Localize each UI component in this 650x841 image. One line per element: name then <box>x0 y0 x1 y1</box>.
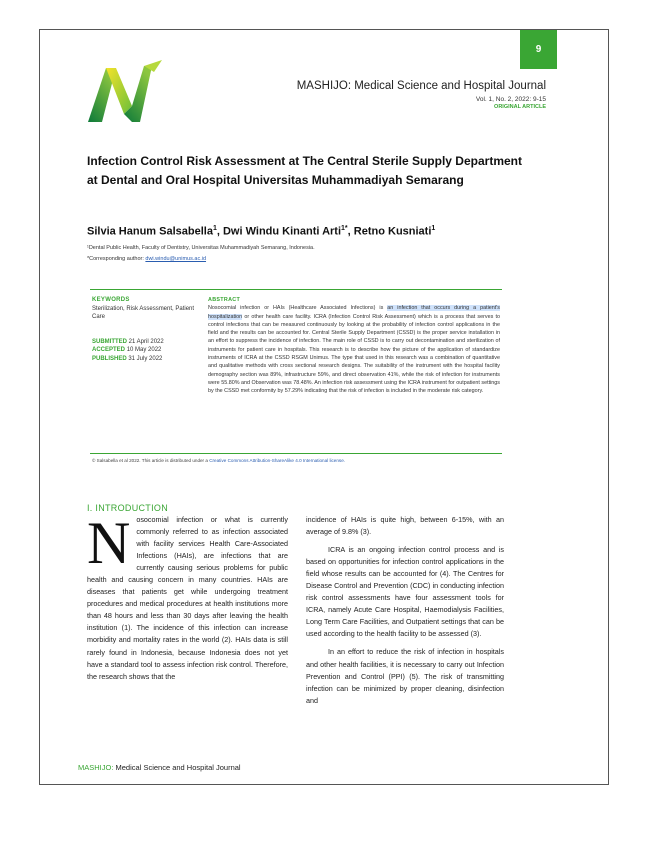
corresponding-label: *Corresponding author: <box>87 256 144 262</box>
author-affiliation-mark: 1 <box>212 225 217 232</box>
author-name: Dwi Windu Kinanti Arti <box>222 225 342 238</box>
divider-bottom <box>90 453 502 454</box>
journal-logo-icon <box>84 58 164 124</box>
page-footer <box>78 763 241 772</box>
drop-cap: N <box>87 510 131 576</box>
paragraph-text: osocomial infection or what is currently commonly referred to as infection associated with facility services Health Care-Associated Infections (HAIs), are infections that are currently causing serious problems for public health and causing concern in many countries. HAIs are diseases that patients get while undergoing treatment procedures and medical procedures at health institutions more than 48 hours and less than 30 days after leaving the health institution (1). The incidence of this infection can increase morbidity and mortality rates in the world (2). HAIs data is still rarely found in Indonesia, because Indonesia does not yet have a standard tool to assess infection risk control. Therefore, the research shows that the <box>87 515 288 681</box>
author-name: Silvia Hanum Salsabella <box>87 225 213 238</box>
article-title: Infection Control Risk Assessment at The Central Sterile Supply Department at Dental and Oral Hospital Universitas Muhammadiyah Semarang <box>87 154 522 187</box>
abstract-text: or other health care facility. ICRA (Infection Control Risk Assessment) which is a process that serves to control infections that can be measured continuously by looking at the probability of infection control applications in the field and the results can be accounted for. Central Sterile Supply Department (CSSD) is the proper service installation in an effort to suppress the incidence of infection. The main role of CSSD is to carry out decontamination and sterilization of instruments for patient care in hospitals. This research is to describe how the picture of the application of standardize instruments of ICRA at the CSSD RSGM Unimus. The type that used in this research was a combination of quantitative and qualitative methods with cross sectional research designs. The suitability of the instrument with the hospital facility demography section was 89%, infrastructure 59%, and direct observation 41%, while the risk of infection for instruments were 55.80% and Observation was 78.48%. An infection risk assessment using the ICRA instrument for outpatient settings by the CSSD met conformity by 57.29% indicating that the risk of infection is included in the moderate risk category. <box>208 313 500 395</box>
license-line <box>92 458 345 463</box>
affiliation-block <box>87 243 315 265</box>
article-dates <box>92 338 197 364</box>
paragraph-text: ICRA is an ongoing infection control process and is based on opportunities for infection control applications in the field whose results can be accounted for (4). The Centres for Disease Control and Prevention (CDC) in conducting infection risk control assessments have four assessment tools for ICRA, namely Acute Care Hospital, Haemodialysis Facilities, Long Term Care Facilities, and Outpatient settings that can be used according to the health facility to be assessed (3). <box>306 545 504 639</box>
date-accepted: ACCEPTED 10 May 2022 <box>92 347 162 353</box>
abstract-highlight: an infection that occurs during a patient's hospitalization <box>208 305 500 320</box>
corresponding-line <box>87 254 315 265</box>
license-link[interactable]: Creative Commons Attribution-ShareAlike 4.0 International license. <box>209 458 346 463</box>
abstract-lead: Nosocomial infection or HAIs (Healthcare Associated Infections) is <box>208 305 384 312</box>
article-type: ORIGINAL ARTICLE <box>494 104 546 110</box>
abstract-block <box>208 296 500 396</box>
page-number: 9 <box>520 30 557 69</box>
keywords-text: Sterilization, Risk Assessment, Patient Care <box>92 305 195 320</box>
abstract-heading: ABSTRACT <box>208 297 241 303</box>
date-submitted: SUBMITTED 21 April 2022 <box>92 338 164 345</box>
paragraph-text: incidence of HAIs is quite high, between 6-15%, with an average of 9.8% (3). <box>306 515 504 537</box>
author-affiliation-mark: 1* <box>341 225 348 232</box>
journal-title: MASHIJO: Medical Science and Hospital Journal <box>296 80 546 92</box>
section-heading-introduction: I. INTRODUCTION <box>87 503 168 513</box>
date-published: PUBLISHED 31 July 2022 <box>92 355 163 362</box>
author-name: Retno Kusniati <box>353 225 432 238</box>
corresponding-email-link[interactable]: dwi.windu@unimus.ac.id <box>145 256 207 262</box>
keywords-block <box>92 296 197 363</box>
author-list: Silvia Hanum Salsabella$^1$, Dwi Windu Kinanti Arti$^{1*}$, Retno Kusniati$^1$ <box>87 225 436 238</box>
keywords-heading: KEYWORDS <box>92 297 130 303</box>
paragraph-text: In an effort to reduce the risk of infection in hospitals and other health facilities, it is necessary to carry out Infection Prevention and Control (PPI) (5). The risk of transmitting infection can be minimized by proper cleaning, disinfection and <box>306 647 504 705</box>
body-column-left <box>87 510 288 683</box>
affiliation-line: ¹Dental Public Health, Faculty of Dentistry, Universitas Muhammadiyah Semarang, Indonesia. <box>87 245 315 251</box>
footer-journal-name: Medical Science and Hospital Journal <box>115 763 241 772</box>
license-prefix: © Salsabella et al 2022. This article is distributed under a <box>92 458 208 463</box>
footer-brand: MASHIJO: <box>78 763 114 772</box>
body-column-right <box>306 514 504 713</box>
divider-top <box>90 289 502 290</box>
journal-volume: Vol. 1, No. 2, 2022: 9-15 <box>475 96 546 103</box>
author-affiliation-mark: 1 <box>431 225 436 232</box>
